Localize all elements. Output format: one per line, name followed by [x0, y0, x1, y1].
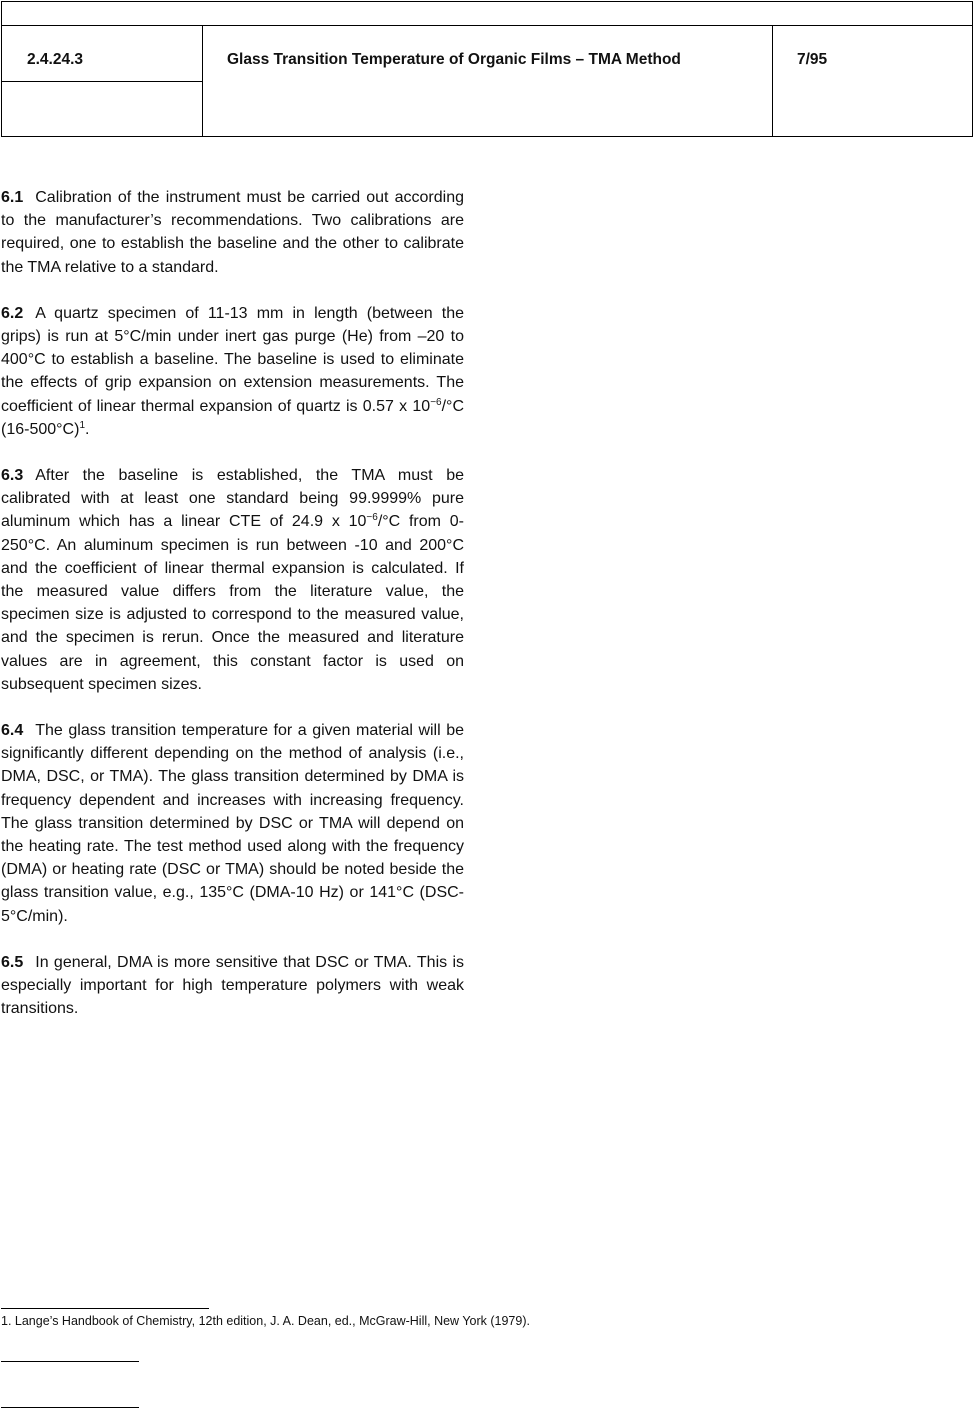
footnote-separator	[1, 1308, 209, 1309]
paragraph-number: 6.5	[1, 953, 24, 971]
header-left-split	[2, 81, 202, 82]
paragraph-text: The glass transition temperature for a given material will be significantly different depending on the method of analysis (i.e., DMA, DSC, or TMA). The glass transition determined by DMA is frequency dependent and increases with increasing frequency. The glass transition determined by DSC or TMA will depend on the heating rate. The test method used along with the frequency (DMA) or heating rate (DSC or TMA) should be noted beside the glass transition value, e.g., 135°C (DMA-10 Hz) or 141°C (DSC-5°C/min).	[1, 722, 464, 925]
paragraph-number: 6.2	[1, 304, 24, 322]
header-top-rule	[2, 25, 972, 26]
paragraph-text: A quartz specimen of 11-13 mm in length (between the grips) is run at 5°C/min under inert gas purge (He) from –20 to 400°C to establish a baseline. The baseline is used to eliminate the effects of grip expansion on extension measurements. The coefficient of linear thermal expansion of quartz is 0.57 x 10	[1, 304, 464, 415]
header-divider-left	[202, 25, 203, 136]
paragraph-text-cont: /°C from 0-250°C. An aluminum specimen is run between -10 and 200°C and the coefficient of linear thermal expansion is calculated. If the measured value differs from the literature value, the specimen size is adjusted to correspond to the measured value, and the specimen is rerun. Once the measured and literature values are in agreement, this constant factor is used on subsequent specimen sizes.	[1, 513, 464, 693]
paragraph-6-4	[1, 719, 464, 928]
paragraph-number: 6.3	[1, 467, 24, 485]
paragraph-text-end: .	[85, 420, 90, 438]
separator-rule	[1, 1361, 139, 1362]
paragraph-text: Calibration of the instrument must be carried out according to the manufacturer’s recommendations. Two calibrations are required, one to establish the baseline and the other to calibrate the TMA relative to a standard.	[1, 189, 464, 276]
exponent: −6	[430, 396, 442, 408]
paragraph-number: 6.1	[1, 189, 24, 206]
section-number: 2.4.24.3	[27, 51, 84, 68]
header-table	[1, 1, 973, 137]
footnote-reference[interactable]: 1	[79, 419, 85, 431]
paragraph-text: In general, DMA is more sensitive that DSC or TMA. This is especially important for high temperature polymers with weak transitions.	[1, 953, 464, 1018]
paragraph-number: 6.4	[1, 722, 24, 740]
footnote-1: 1. Lange’s Handbook of Chemistry, 12th edition, J. A. Dean, ed., McGraw-Hill, New York (1979).	[1, 1314, 530, 1328]
paragraph-6-5	[1, 951, 464, 1021]
paragraph-6-3	[1, 464, 464, 696]
body-text	[1, 186, 464, 1044]
paragraph-text-cont: /°C (16-500°C)	[1, 397, 464, 438]
separator-rule	[1, 1407, 139, 1408]
paragraph-6-2	[1, 302, 464, 441]
document-title: Glass Transition Temperature of Organic Films – TMA Method	[227, 51, 681, 68]
header-divider-right	[772, 25, 773, 136]
paragraph-6-1	[1, 186, 464, 279]
paragraph-text: After the baseline is established, the TMA must be calibrated with at least one standard being 99.9999% pure aluminum which has a linear CTE of 24.9 x 10	[1, 467, 464, 531]
revision-date: 7/95	[797, 51, 828, 68]
exponent: −6	[366, 512, 378, 524]
